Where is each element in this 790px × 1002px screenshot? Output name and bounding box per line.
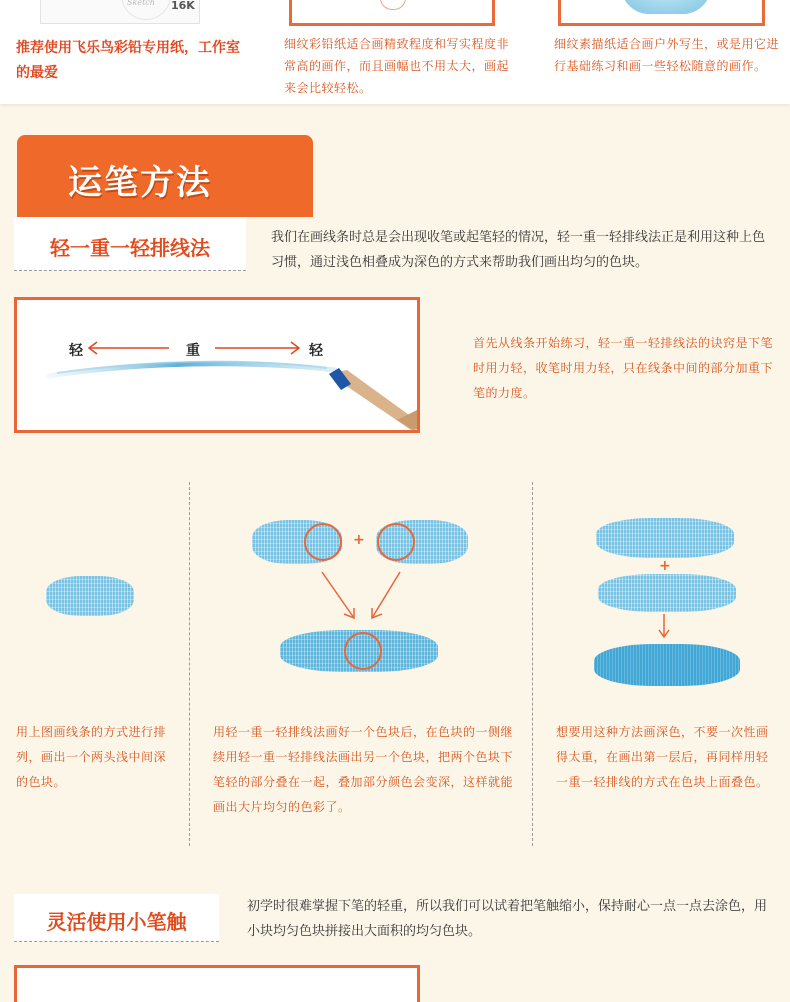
down-arrow	[656, 612, 672, 640]
recommend-text: 推荐使用飞乐鸟彩铅专用纸，工作室的最爱	[16, 40, 240, 81]
blue-drop-drawing	[621, 0, 711, 14]
single-color-block	[46, 576, 134, 616]
merge-arrows	[310, 568, 420, 628]
method-label-text: 灵活使用小笔触	[46, 910, 187, 934]
method-label-light-heavy-light	[14, 217, 246, 271]
column2-note: 用轻一重一轻排线法画好一个色块后，在色块的一侧继续用轻一重一轻排线法画出另一个色块，把两个色块下笔轻的部分叠在一起，叠加部分颜色会变深，这样就能画出大片均匀的色彩了。	[213, 725, 514, 814]
paper-brand: Sketch	[127, 0, 155, 7]
fine-color-paper-image	[289, 0, 495, 26]
small-stroke-demo-image	[14, 965, 420, 1002]
fine-sketch-paper-image	[558, 0, 765, 26]
stroke-demo-image	[14, 297, 420, 433]
method2-intro: 初学时很难掌握下笔的轻重，所以我们可以试着把笔触缩小，保持耐心一点一点去涂色，用小块均匀色块拼接出大面积的均匀色块。	[247, 899, 768, 939]
demo-word-heavy: 重	[186, 343, 200, 359]
column-divider	[189, 482, 190, 846]
paper-samples-panel	[0, 0, 790, 104]
plus-sign: +	[659, 558, 671, 574]
layer-block-1	[596, 518, 734, 558]
method1-intro: 我们在画线条时总是会出现收笔或起笔轻的情况，轻一重一轻排线法正是利用这种上色习惯，通过浅色相叠成为深色的方式来帮助我们画出均匀的色块。	[271, 230, 766, 270]
stroke-demo-drawing	[17, 300, 417, 430]
method-label-small-strokes	[14, 894, 219, 942]
demo-note: 首先从线条开始练习，轻一重一轻排线法的诀窍是下笔时用力轻，收笔时用力轻，只在线条中间的部分加重下笔的力度。	[473, 336, 774, 400]
sketch-paper-caption: 细纹素描纸适合画户外写生，或是用它进行基础练习和画一些轻松随意的画作。	[554, 37, 780, 73]
section-tab	[17, 135, 313, 217]
sketch-mark	[380, 0, 406, 10]
plus-sign: +	[353, 532, 365, 548]
overlap-circle-a	[304, 523, 342, 561]
column1-note: 用上图画线条的方式进行排列，画出一个两头浅中间深的色块。	[16, 725, 167, 789]
column3-note: 想要用这种方法画深色，不要一次性画得太重，在画出第一层后，再同样用轻一重一轻排线的方式在色块上面叠色。	[556, 725, 769, 789]
section-title: 运笔方法	[68, 163, 212, 203]
paper-pad-image	[40, 0, 200, 24]
overlap-circle-merged	[344, 632, 382, 670]
demo-word-light-start: 轻	[69, 343, 83, 359]
column-divider	[532, 482, 533, 846]
pencil-stroke	[49, 364, 335, 376]
demo-word-light-end: 轻	[309, 343, 323, 359]
method-label-text: 轻一重一轻排线法	[50, 236, 210, 260]
layered-dark-block	[594, 644, 740, 686]
color-paper-caption: 细纹彩铅纸适合画精致程度和写实程度非常高的画作，而且画幅也不用太大，画起来会比较轻松。	[284, 37, 510, 95]
paper-size-label: 16K	[171, 0, 195, 12]
overlap-circle-b	[377, 523, 415, 561]
layer-block-2	[598, 574, 736, 612]
